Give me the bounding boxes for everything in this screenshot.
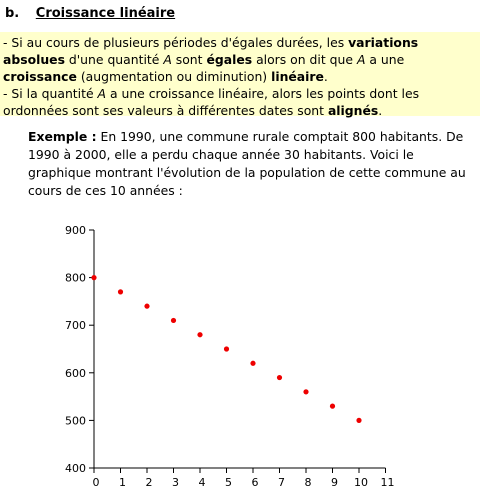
text-segment: variations absolues [3, 35, 419, 67]
text-segment: A [163, 52, 172, 67]
x-tick-label: 11 [380, 476, 395, 489]
x-tick-label: 2 [145, 476, 153, 489]
text-segment: linéaire [271, 69, 324, 84]
x-tick-label: 9 [331, 476, 338, 489]
text-segment: croissance [3, 69, 77, 84]
data-point [277, 375, 282, 380]
x-tick-label: 3 [172, 476, 179, 489]
data-point [91, 275, 96, 280]
data-point [330, 404, 335, 409]
y-tick-label: 800 [65, 271, 86, 285]
data-point [356, 418, 361, 423]
y-tick-label: 400 [65, 462, 86, 475]
x-tick-label: 8 [304, 476, 312, 489]
text-segment: sont [171, 52, 207, 67]
text-segment: a une croissance linéaire, alors les points dont les ordonnées sont ses valeurs à différentes dates sont [3, 86, 420, 118]
x-tick-label: 4 [198, 476, 206, 489]
y-tick-label: 600 [65, 366, 86, 380]
x-tick-label: 7 [278, 476, 285, 489]
y-tick-label: 700 [65, 319, 86, 333]
data-point [118, 289, 123, 294]
text-segment: alors on dit que [252, 52, 357, 67]
text-segment: (augmentation ou diminution) [76, 69, 272, 84]
text-segment: A [356, 52, 366, 67]
y-tick-label: 500 [65, 414, 86, 428]
text-segment: A [97, 86, 106, 101]
data-point [250, 361, 255, 366]
x-tick-label: 0 [92, 476, 100, 489]
x-tick-label: 5 [225, 476, 232, 489]
text-segment: - Si au cours de plusieurs périodes d'égales durées, les [3, 35, 349, 50]
x-tick-label: 10 [354, 476, 368, 489]
data-point [303, 389, 308, 394]
example-text: En 1990, une commune rurale comptait 800 habitants. De 1990 à 2000, elle a perdu chaque année 30 habitants. Voici le graphique montrant l'évolution de la population de cette commune au cours de ces 10 années : [28, 129, 466, 198]
data-point [144, 304, 149, 309]
section-title: Croissance linéaire [35, 6, 176, 21]
text-segment: - Si la quantité [3, 86, 98, 101]
y-tick-label: 900 [65, 224, 86, 237]
text-segment: . [323, 69, 328, 84]
data-point [197, 332, 202, 337]
text-segment: alignés [327, 103, 379, 118]
x-tick-label: 1 [119, 476, 126, 489]
text-segment: égales [206, 52, 253, 67]
data-point [171, 318, 176, 323]
text-segment: a une [365, 52, 405, 67]
data-point [224, 346, 229, 351]
text-segment: d'une quantité [64, 52, 164, 67]
x-tick-label: 6 [251, 476, 259, 489]
section-letter: b. [5, 6, 20, 21]
example-label: Exemple : [28, 129, 97, 144]
text-segment: . [378, 103, 383, 118]
